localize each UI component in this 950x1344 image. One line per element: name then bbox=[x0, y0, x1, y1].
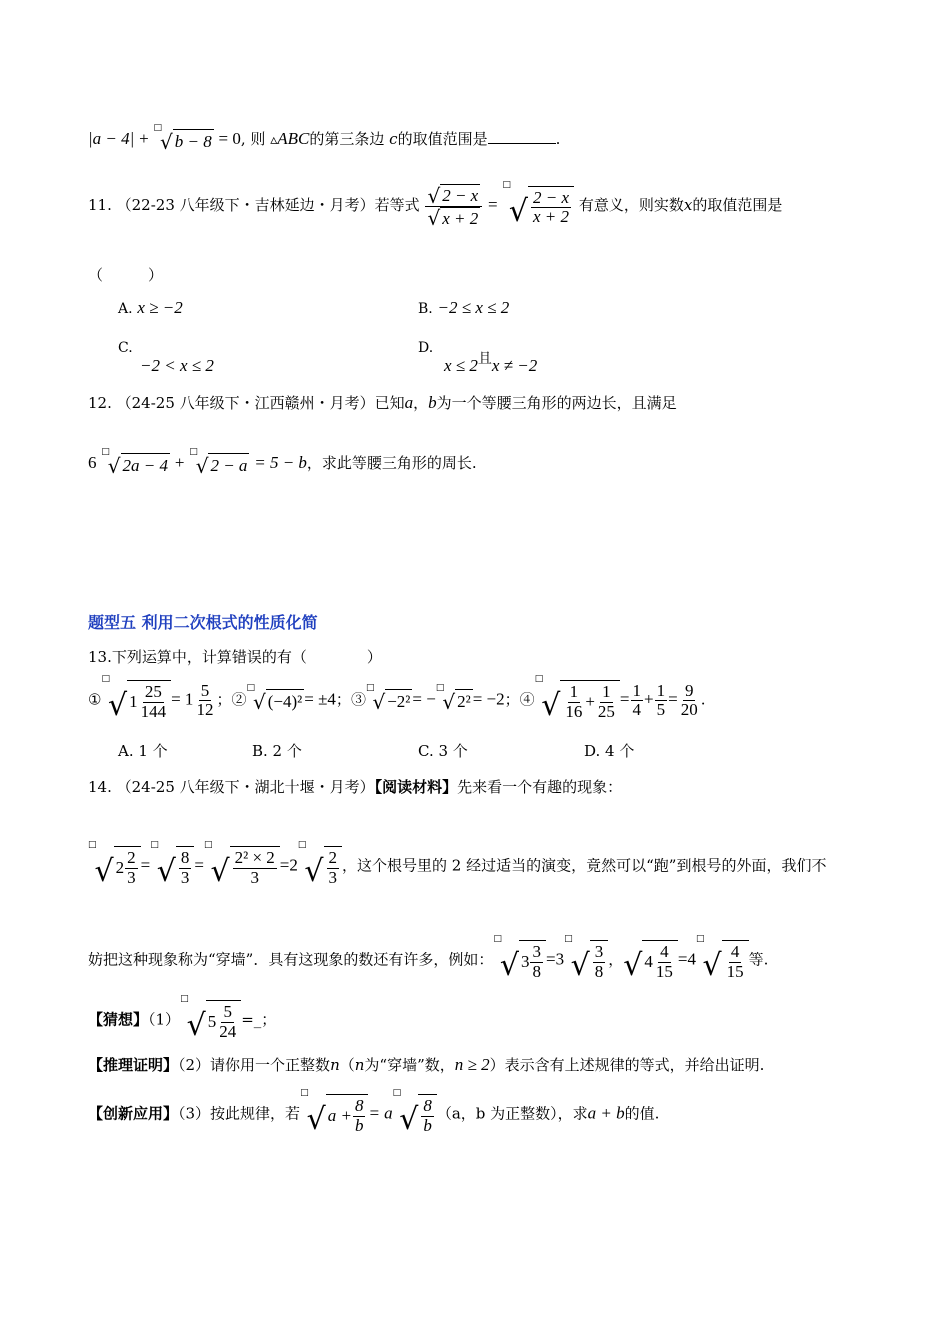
period: . bbox=[700, 690, 706, 709]
proof-text4: ）表示含有上述规律的等式，并给出证明. bbox=[489, 1056, 765, 1074]
comma: ， bbox=[608, 950, 624, 969]
q12-comma: ， bbox=[413, 394, 429, 412]
app-text2: （a，b 为正整数），求 bbox=[436, 1104, 588, 1123]
q13-text: 下列运算中，计算错误的有（ ） bbox=[111, 648, 382, 666]
q10-period: . bbox=[555, 130, 561, 148]
q11-text: 有意义，则实数 bbox=[578, 196, 684, 215]
proof-text1: （2）请你用一个正整数 bbox=[178, 1056, 331, 1074]
ex1-d: 8 bbox=[532, 961, 541, 981]
ex1-d2: 8 bbox=[594, 961, 604, 981]
var-n: n bbox=[330, 1056, 340, 1074]
q14-reading-tag: 【阅读材料】 bbox=[374, 778, 458, 796]
option-label: B. bbox=[418, 301, 433, 317]
c4-d3: 4 bbox=[632, 700, 642, 720]
e-d4: 3 bbox=[328, 867, 338, 887]
ex2-d2: 15 bbox=[726, 961, 744, 981]
section-heading: 题型五 利用二次根式的性质化简 bbox=[88, 613, 318, 632]
q14-intro: 先来看一个有趣的现象： bbox=[457, 778, 623, 796]
ex1-n2: 3 bbox=[594, 942, 604, 961]
q14-after: ，这个根号里的 2 经过适当的演变，竟然可以“跑”到根号的外面，我们不 bbox=[342, 856, 827, 875]
proof-text2: （ bbox=[339, 1056, 355, 1074]
e-n2: 8 bbox=[180, 848, 190, 867]
q13-item-4-marker: ④ bbox=[519, 690, 535, 709]
q12-tail: ，求此等腰三角形的周长. bbox=[306, 454, 477, 472]
g-n: 5 bbox=[223, 1002, 232, 1021]
proof-text3: 为“穿墙”数， bbox=[364, 1056, 455, 1074]
c4-n3: 1 bbox=[632, 680, 642, 700]
q11-stem bbox=[88, 179, 783, 231]
q14-examples: 妨把这种现象称为“穿墙”．具有这现象的数还有许多，例如： □ √ 3 $\frac{3}{8}$ =3 □ √ $\frac{3}{8}$ ， √ 4 $\frac{4}{15}$ =4 □ √ $\frac{4}{15}$ 等. bbox=[88, 934, 769, 984]
q12-equation: 6 □ √ 2a − 4 + □ √ 2 − a = 5 − b，求此等腰三角形的周长. bbox=[88, 446, 477, 478]
app-rhs: = a bbox=[368, 1103, 393, 1123]
q13-number: 13. bbox=[88, 648, 112, 666]
guess-tail: =_； bbox=[241, 1010, 277, 1029]
eq: = bbox=[619, 689, 630, 709]
e-d1: 3 bbox=[127, 867, 136, 887]
app-n2: 8 bbox=[423, 1096, 432, 1115]
q12-rhs: = 5 − b bbox=[254, 453, 307, 472]
app-d: b bbox=[354, 1115, 364, 1135]
q14-line2: 妨把这种现象称为“穿墙”．具有这现象的数还有许多，例如： bbox=[88, 950, 494, 969]
plus: + bbox=[644, 689, 654, 709]
triangle-icon: ▵ bbox=[270, 132, 278, 148]
c2-rhs: = ±4 bbox=[304, 689, 336, 709]
q11-option-d[interactable] bbox=[418, 338, 537, 376]
c1-num: 25 bbox=[144, 682, 162, 701]
ex2-coef: 4 bbox=[687, 949, 696, 969]
q11-option-a[interactable] bbox=[118, 298, 183, 318]
q14-example-line: □ √ 2 $\frac{2}{3}$ = □ √ $\frac{8}{3}$ = □ √ $\frac{\text{2² × 2}}{3}$ =2 □ √ $\frac{2}{3}$ ，这个根号里的 2 经过适当的演变，竟然可以“跑”到根号的外面，我们不 bbox=[88, 840, 827, 890]
c4-d5: 20 bbox=[680, 700, 698, 720]
q13-option-c[interactable]: C. 3 个 bbox=[418, 742, 468, 760]
c1-whole: 1 bbox=[129, 692, 138, 712]
guess-text: （1） bbox=[148, 1010, 181, 1029]
q12-rad2: 2 − a bbox=[208, 453, 249, 476]
guess-tag: 【猜想】 bbox=[88, 1010, 149, 1029]
q10-text2: 的取值范围是 bbox=[397, 130, 488, 148]
c4-d1: 16 bbox=[565, 701, 583, 721]
e-d2: 3 bbox=[180, 867, 190, 887]
q10-comma: , bbox=[240, 130, 246, 148]
q12-stem bbox=[88, 392, 677, 413]
c3-body2: 2² bbox=[455, 689, 473, 712]
c4-n1: 1 bbox=[569, 682, 579, 701]
sep: ； bbox=[216, 690, 232, 709]
option-label: A. bbox=[118, 301, 133, 317]
e-d3: 3 bbox=[250, 867, 259, 887]
plus: + bbox=[585, 692, 595, 712]
q12-var-b: b bbox=[428, 393, 437, 412]
c1-den: 144 bbox=[140, 701, 167, 721]
q13-option-d[interactable]: D. 4 个 bbox=[584, 742, 635, 760]
q11-fraction-left: √ 2 − x √ x + 2 bbox=[425, 184, 482, 228]
c1-eq: = 1 bbox=[171, 689, 194, 709]
option-expr-1: x ≤ 2 bbox=[444, 356, 478, 375]
sep: ； bbox=[335, 690, 351, 709]
q11-text2: 的取值范围是 bbox=[692, 196, 783, 215]
option-expr-2: x ≠ −2 bbox=[491, 356, 538, 375]
q10-plus: + bbox=[139, 129, 149, 148]
q12-number: 12. bbox=[88, 394, 112, 412]
q13-option-b[interactable]: B. 2 个 bbox=[252, 742, 302, 760]
q11-var-x: x bbox=[683, 196, 693, 215]
q11-right-den: x + 2 bbox=[533, 207, 570, 227]
q14-guess: 【猜想】（1） □ √ 5 $\frac{5}{24}$ =_； bbox=[88, 994, 277, 1044]
q14-proof bbox=[88, 1054, 764, 1075]
c1-rden: 12 bbox=[196, 700, 214, 720]
app-text1: （3）按此规律，若 bbox=[178, 1104, 301, 1123]
q11-number: 11. bbox=[88, 196, 112, 215]
e-n3: 2² × 2 bbox=[234, 848, 275, 867]
c3-rhs: = −2 bbox=[472, 689, 505, 709]
q12-source: （24-25 八年级下・江西赣州・月考）已知 bbox=[116, 394, 405, 412]
app-tag: 【创新应用】 bbox=[88, 1104, 179, 1123]
eq: = bbox=[279, 855, 290, 875]
q13-calcs: ① □ √ 1 $\frac{25}{144}$ = 1 $\frac{5}{12}$ ；② □ √ (−4)² = ±4；③ □ √ −2² = − □ √ 2² = −2；④ □ √ $\frac{1}{16}$ + $\frac{1}{25}$ = $\frac{1}{4}$ + $\frac{1}{5}$ = $\frac{9}{20}$ . bbox=[88, 674, 706, 724]
q12-coef: 6 bbox=[88, 453, 97, 472]
ex1-coef: 3 bbox=[555, 949, 565, 969]
q10-rad-body: b − 8 bbox=[173, 129, 214, 152]
q11-left-den: x + 2 bbox=[442, 208, 479, 228]
q11-source: （22-23 八年级下・吉林延边・月考）若等式 bbox=[116, 196, 420, 215]
q14-application: 【创新应用】（3）按此规律，若 □ √ a + $\frac{8}{b}$ = a □ √ $\frac{8}{b}$ （a，b 为正整数），求a + b的值. bbox=[88, 1088, 660, 1138]
app-sum: a + b bbox=[587, 1103, 625, 1123]
c4-d4: 5 bbox=[656, 700, 666, 720]
sep: ； bbox=[504, 690, 520, 709]
q12-text: 为一个等腰三角形的两边长，且满足 bbox=[436, 394, 677, 412]
q11-radical-right: □ √ $\frac{2 - x}{x + 2}$ bbox=[502, 186, 574, 227]
q11-eq: = bbox=[488, 195, 498, 215]
q13-option-a[interactable]: A. 1 个 bbox=[118, 742, 168, 760]
c2-body: (−4)² bbox=[266, 689, 305, 712]
q14-deng: 等. bbox=[748, 950, 769, 969]
ex2-whole: 4 bbox=[644, 952, 653, 972]
q11-option-c[interactable] bbox=[118, 338, 214, 376]
c4-n4: 1 bbox=[656, 680, 666, 700]
q14-source: （24-25 八年级下・湖北十堰・月考） bbox=[116, 778, 375, 796]
option-and: 且 bbox=[477, 351, 492, 367]
app-tail: 的值. bbox=[624, 1104, 660, 1123]
q13-item-1-marker: ① bbox=[88, 690, 102, 709]
q13-item-3-marker: ③ bbox=[350, 690, 366, 709]
var-n-2: n bbox=[354, 1056, 365, 1074]
option-label: D. bbox=[418, 340, 434, 356]
e-whole: 2 bbox=[115, 858, 125, 878]
c4-n5: 9 bbox=[684, 680, 694, 700]
ex2-n: 4 bbox=[660, 942, 669, 961]
c4-d2: 25 bbox=[597, 701, 615, 721]
q10-eq-zero: = 0 bbox=[218, 129, 241, 148]
eq: = bbox=[668, 689, 678, 709]
ex1-n: 3 bbox=[532, 942, 541, 961]
g-whole: 5 bbox=[207, 1012, 217, 1032]
q10-line bbox=[88, 122, 561, 154]
e-n4: 2 bbox=[328, 848, 338, 867]
q10-text1: 的第三条边 bbox=[309, 130, 385, 148]
option-expr: −2 < x ≤ 2 bbox=[140, 356, 214, 375]
q11-paren: （ ） bbox=[88, 266, 164, 284]
eq: = bbox=[545, 949, 556, 969]
g-d: 24 bbox=[219, 1021, 237, 1041]
app-d2: b bbox=[423, 1115, 432, 1135]
app-n: 8 bbox=[354, 1096, 364, 1115]
eq: = bbox=[677, 949, 688, 969]
e-coef: 2 bbox=[289, 855, 298, 875]
q14-number: 14. bbox=[88, 778, 112, 796]
proof-tag: 【推理证明】 bbox=[88, 1056, 179, 1074]
q11-option-b[interactable] bbox=[418, 298, 509, 318]
option-label: C. bbox=[118, 340, 133, 356]
q11-right-num: 2 − x bbox=[533, 187, 570, 207]
q10-radical: □ √ b − 8 bbox=[153, 122, 212, 154]
app-a: a + bbox=[327, 1106, 352, 1126]
c3-mid: = − bbox=[412, 689, 436, 709]
q10-var-c: c bbox=[389, 130, 398, 148]
q12-plus: + bbox=[174, 453, 185, 472]
q10-abc: ABC bbox=[277, 129, 310, 148]
ex2-n2: 4 bbox=[730, 942, 740, 961]
e-n1: 2 bbox=[127, 848, 136, 867]
q10-then: 则 bbox=[250, 130, 266, 148]
ex1-whole: 3 bbox=[520, 952, 530, 972]
c3-body: −2² bbox=[385, 689, 412, 712]
option-expr: −2 ≤ x ≤ 2 bbox=[437, 298, 510, 317]
n-cond: n ≥ 2 bbox=[454, 1055, 490, 1074]
ex2-d: 15 bbox=[655, 961, 673, 981]
c4-n2: 1 bbox=[602, 682, 611, 701]
option-expr: x ≥ −2 bbox=[137, 298, 183, 317]
q14-stem bbox=[88, 776, 622, 797]
answer-blank[interactable] bbox=[488, 129, 556, 144]
q13-item-2-marker: ② bbox=[231, 690, 247, 709]
q13-stem bbox=[88, 646, 382, 667]
eq: = bbox=[140, 855, 151, 875]
q11-left-num: 2 − x bbox=[442, 186, 479, 205]
q12-var-a: a bbox=[404, 393, 414, 412]
eq: = bbox=[194, 855, 204, 875]
q12-rad1: 2a − 4 bbox=[121, 453, 170, 476]
q10-abs-expr: |a − 4| bbox=[88, 129, 135, 148]
c1-rnum: 5 bbox=[200, 680, 210, 700]
